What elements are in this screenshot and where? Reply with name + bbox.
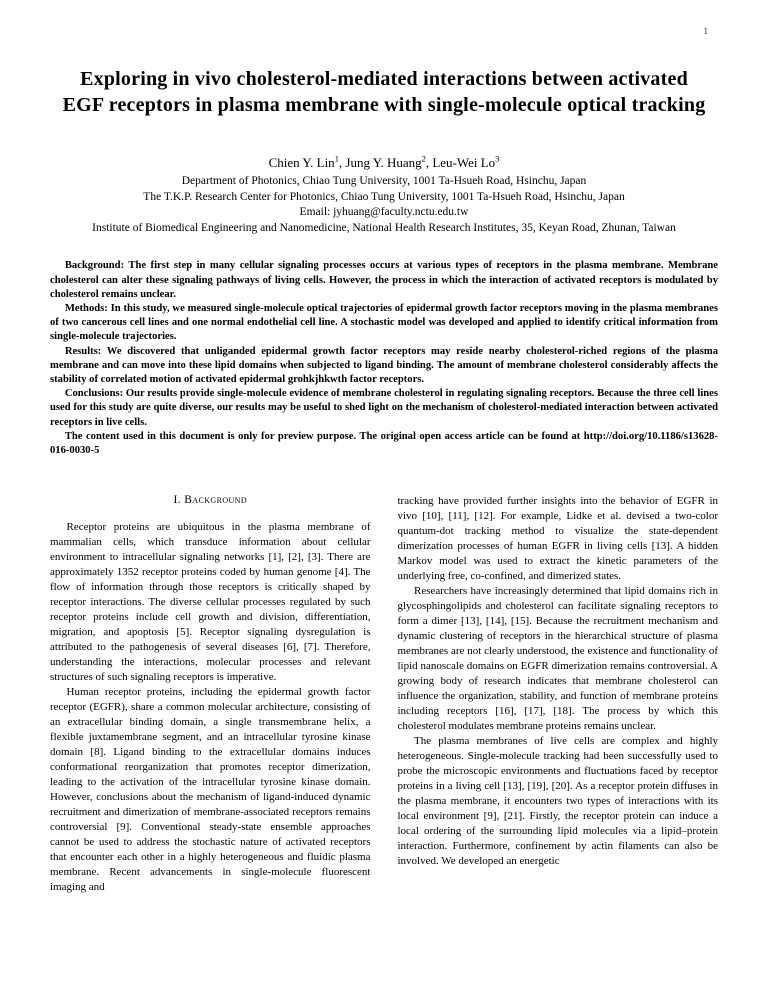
- two-column-body: [50, 494, 718, 895]
- author: [345, 155, 432, 170]
- author-name: Leu-Wei Lo: [432, 155, 496, 171]
- author-name: Jung Y. Huang: [345, 155, 422, 171]
- author: [432, 155, 499, 170]
- body-paragraph: Researchers have increasingly determined that lipid domains rich in glycosphingolipids and cholesterol can facilitate signaling receptors to form a dimer [13], [14], [15]. Because the recruitment mechanism and dynamic clustering of receptors in the hierarchical structure of plasma membranes are not clearly understood, the existence and functionality of lipid nanoscale domains on EGFR dimerization remains controversial. A growing body of research indicates that membrane cholesterol can influence the organization, stability, and function of membrane proteins including receptors [16], [17], [18]. The process by which this cholesterol modulates membrane proteins remains unclear.: [397, 585, 718, 733]
- section-heading: [50, 494, 371, 506]
- body-paragraph: The plasma membranes of live cells are complex and highly heterogeneous. Single-molecule tracking had been successfully used to probe the microscopic environments and fluctuations faced by receptor proteins in a living cell [13], [19], [20]. As a receptor protein diffuses in the plasma membrane, it encounters two types of interactions with its local environment [9], [21]. Firstly, the receptor protein can induce a local ordering of the surrounding lipid molecules via a lipid–protein interaction. Furthermore, confinement by actin filaments can also be involved. We developed an energetic: [397, 735, 718, 868]
- affiliation-line: Institute of Biomedical Engineering and Nanomedicine, National Health Research Institutes, 35, Keyan Road, Zhunan, Taiwan: [92, 221, 676, 234]
- abstract-paragraph-conclusions: Conclusions: Our results provide single-molecule evidence of membrane cholesterol in regulating signaling receptors. Because the three cell lines used for this study are quite diverse, our results may be useful to shed light on the mechanism of cholesterol-mediated interaction between activated receptors in live cells.: [50, 388, 718, 428]
- section-title: Background: [184, 494, 248, 507]
- left-column: [50, 494, 371, 895]
- affiliation-line: Department of Photonics, Chiao Tung University, 1001 Ta-Hsueh Road, Hsinchu, Japan: [181, 175, 587, 188]
- author-separator: ,: [425, 155, 433, 171]
- abstract-paragraph-methods: Methods: In this study, we measured single-molecule optical trajectories of epidermal growth factor receptors moving in the plasma membranes of two cancerous cell lines and one normal endothelial cell line. A stochastic model was developed and applied to identify critical information from single-molecule trajectories.: [50, 302, 718, 343]
- email-line: Email: jyhuang@faculty.nctu.edu.tw: [299, 206, 469, 219]
- author-name: Chien Y. Lin: [268, 155, 335, 171]
- body-paragraph: Receptor proteins are ubiquitous in the plasma membrane of mammalian cells, which transduce information about cellular environment to intracellular signaling networks [1], [2], [3]. There are approximately 1352 receptor proteins coded by human genome [4]. The flow of information through those receptors is critically shaped by receptor interactions. The diverse cellular processes regulated by such receptor proteins include cell growth and division, differentiation, migration, and apoptosis [5]. Receptor signaling dysregulation is attributed to the pathogenesis of several diseases [6], [7]. Therefore, understanding the interactions, molecular processes and relevant structures of such signaling receptors is imperative.: [50, 521, 371, 684]
- author-affiliation-mark: 2: [421, 154, 426, 164]
- author-affiliation-mark: 3: [495, 154, 500, 164]
- abstract-paragraph-results: Results: We discovered that unliganded epidermal growth factor receptors may reside nearby cholesterol-riched regions of the plasma membrane and can move into these lipid domains when subjected to ligand binding. The amount of membrane cholesterol considerably affects the stability of correlated motion of activated epidermal grohkjhkwth factor receptors.: [50, 345, 718, 385]
- page-number: 1: [703, 26, 708, 36]
- author-affiliation-mark: 1: [334, 154, 339, 164]
- abstract-block: [50, 259, 718, 458]
- affiliation-line: The T.K.P. Research Center for Photonics, Chiao Tung University, 1001 Ta-Hsueh Road, Hsinchu, Japan: [143, 190, 625, 203]
- author: [269, 155, 346, 170]
- paper-title: Exploring in vivo cholesterol-mediated interactions between activated EGF receptors in plasma membrane with single-molecule optical tracking: [62, 68, 706, 116]
- right-column: [398, 494, 719, 895]
- abstract-paragraph-notice: The content used in this document is only for preview purpose. The original open access article can be found at http://doi.org/10.1186/s13628-016-0030-5: [50, 430, 718, 456]
- body-paragraph: Human receptor proteins, including the epidermal growth factor receptor (EGFR), share a common molecular architecture, consisting of an extracellular binding domain, a single transmembrane helix, a flexible juxtamembrane segment, and an intracellular tyrosine kinase domain [8]. Ligand binding to the extracellular domains induces conformational reorganization that promotes receptor dimerization, leading to the activation of the intracellular tyrosine kinase domain. However, conclusions about the mechanism of ligand-induced dynamic recruitment and dimerization of membrane-associated receptors remains controversial [9]. Conventional steady-state ensemble approaches cannot be used to address the stochastic nature of activated receptors that encounter each other in a highly heterogeneous and fluidic plasma membrane. Recent advancements in single-molecule fluorescent imaging and: [50, 686, 371, 894]
- body-paragraph: tracking have provided further insights into the behavior of EGFR in vivo [10], [11], [12]. For example, Lidke et al. devised a two-color quantum-dot tracking method to visualize the state-dependent dimerization processes of human EGFR in living cells [13]. A hidden Markov model was used to extract the kinetic parameters of the underlying free, co-confined, and dimerized states.: [397, 495, 718, 583]
- author-separator: ,: [338, 155, 346, 171]
- authors-line: [0, 151, 768, 171]
- abstract-paragraph-background: Background: The first step in many cellular signaling processes occurs at various types of receptors in the plasma membrane. Membrane cholesterol can alter these signaling pathways of living cells. However, the process in which the interaction of activated receptors is modulated by cholesterol remains unclear.: [50, 260, 718, 300]
- affiliations-block: [0, 174, 768, 236]
- section-number: I.: [173, 494, 181, 507]
